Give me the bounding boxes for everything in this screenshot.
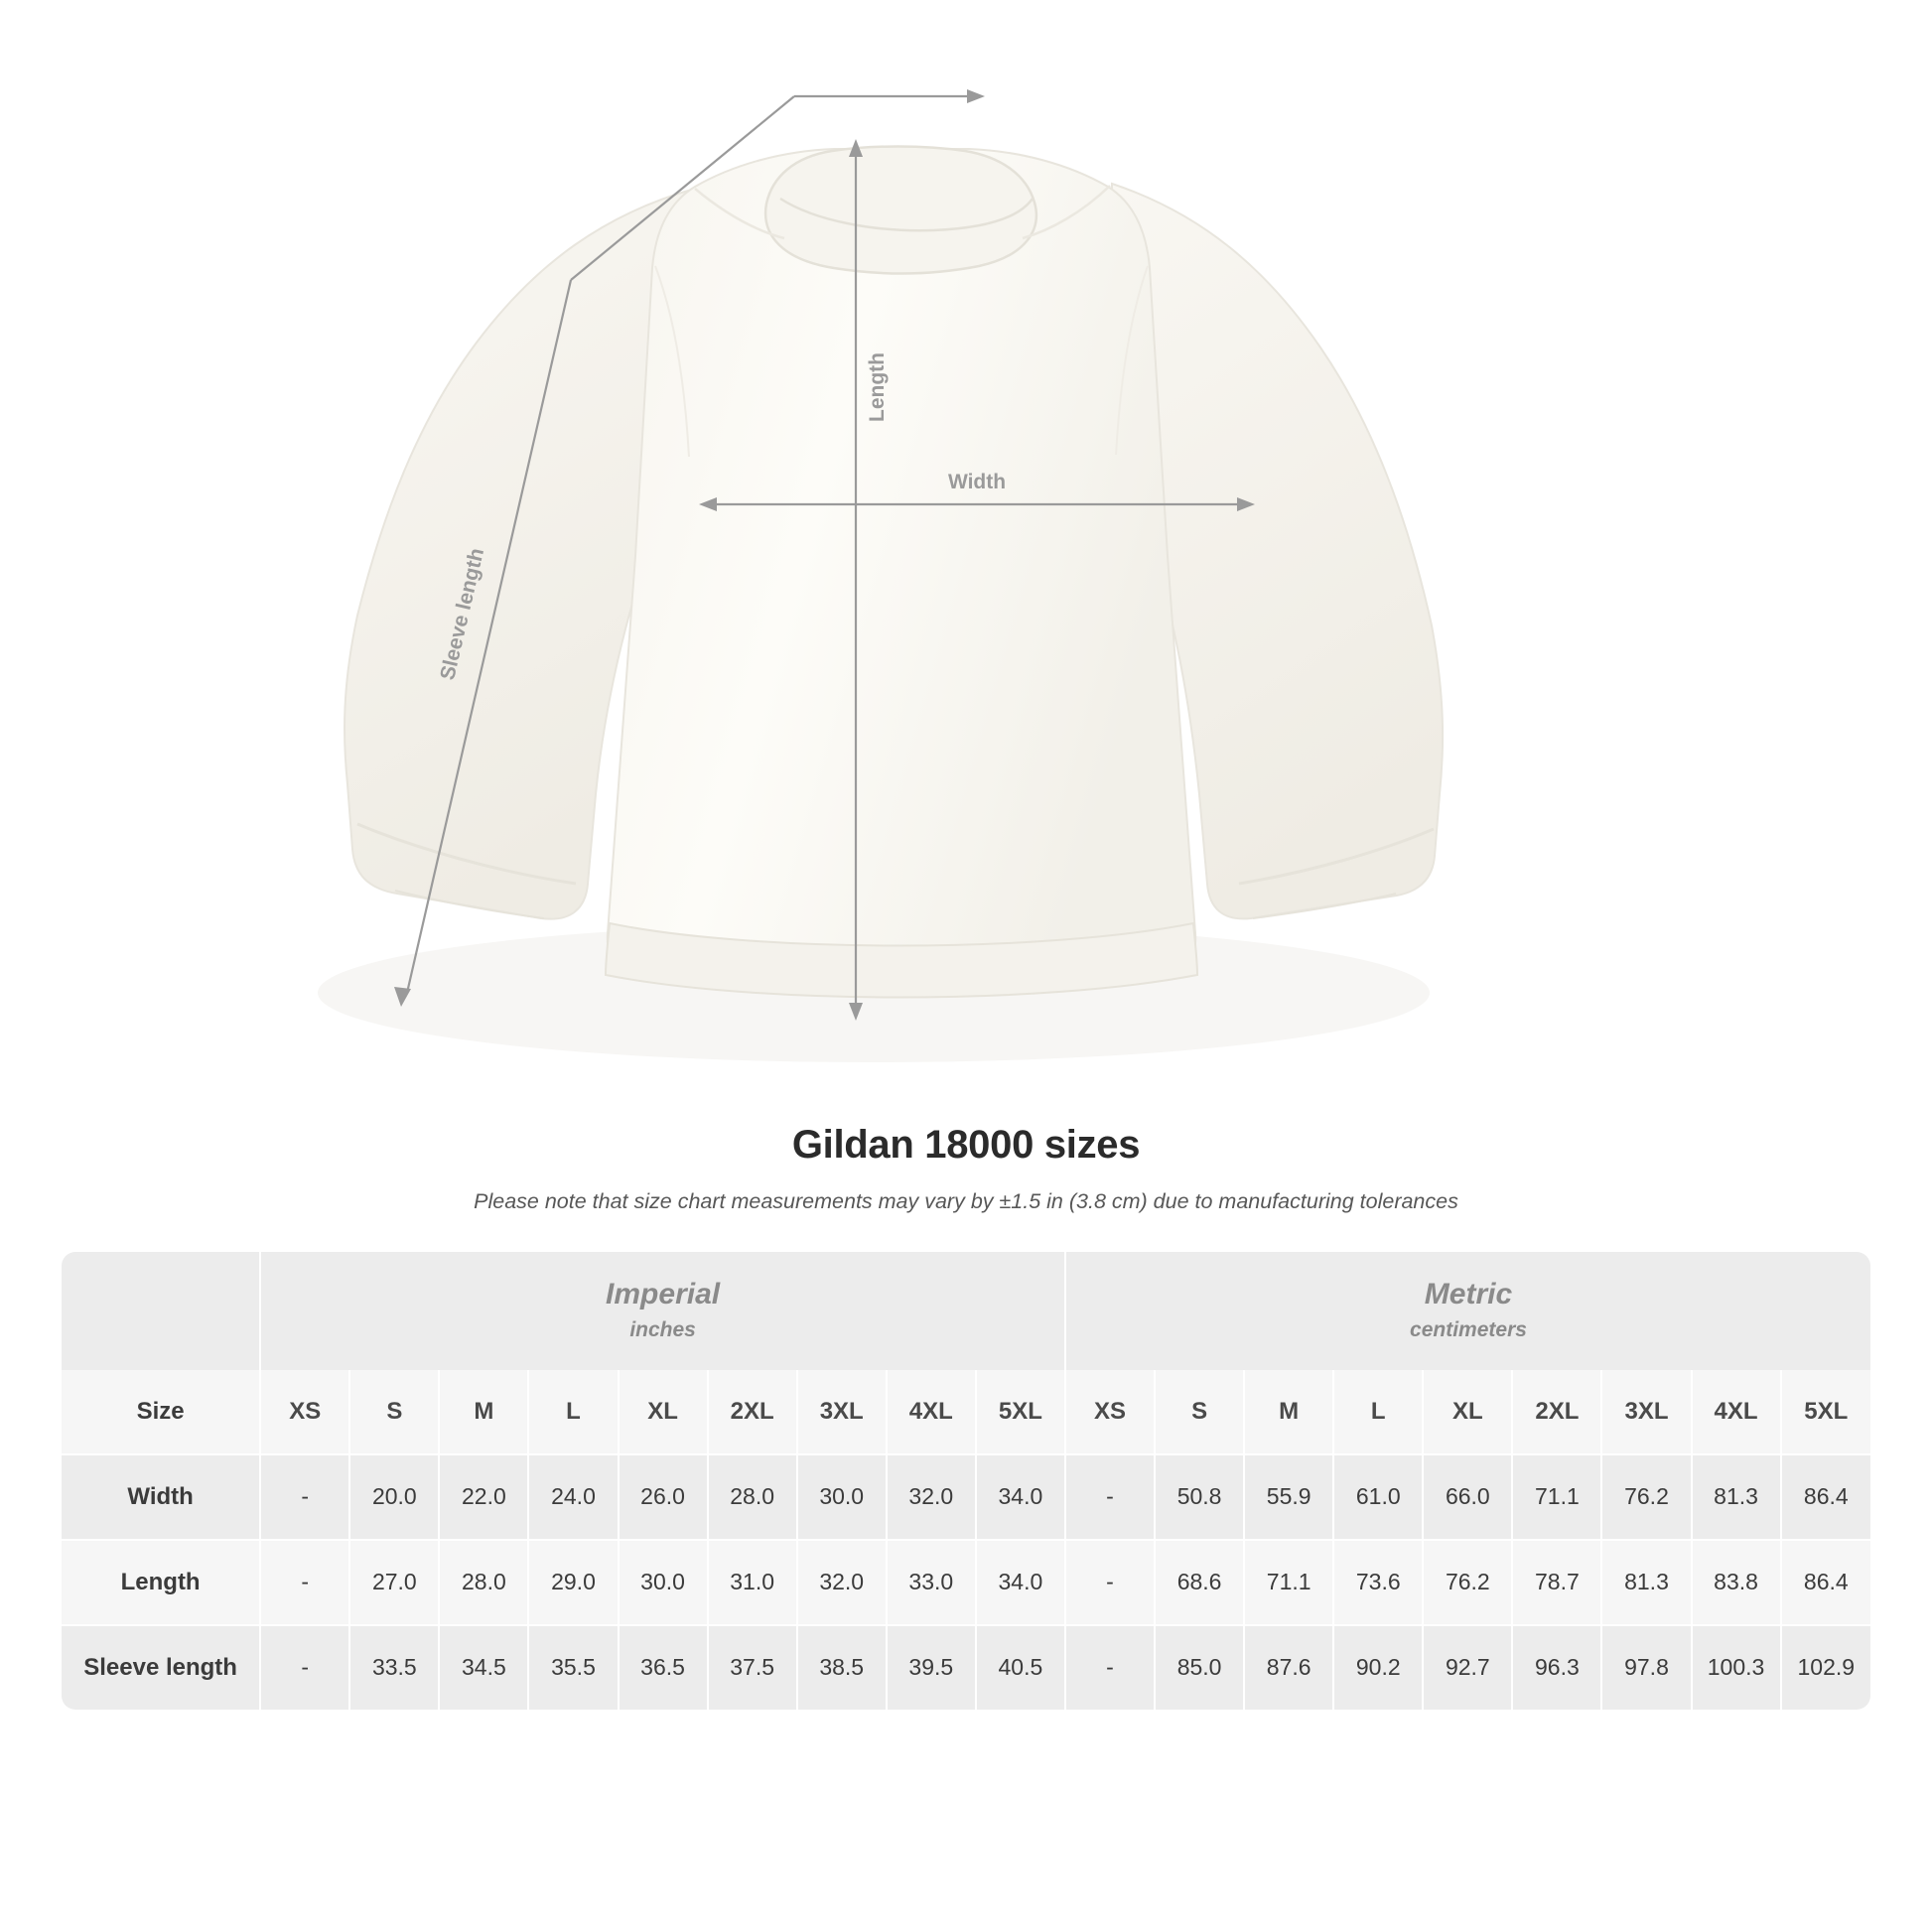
cell-sleeve-metric-xl: 92.7 <box>1423 1625 1512 1710</box>
cell-sleeve-imperial-xs: - <box>260 1625 349 1710</box>
cell-width-metric-xl: 66.0 <box>1423 1454 1512 1540</box>
cell-width-metric-5xl: 86.4 <box>1781 1454 1870 1540</box>
size-table <box>62 1252 1870 1710</box>
size-header-metric-5xl: 5XL <box>1781 1370 1870 1454</box>
table-row <box>62 1540 1870 1625</box>
cell-sleeve-metric-s: 85.0 <box>1155 1625 1244 1710</box>
size-header-imperial-3xl: 3XL <box>797 1370 887 1454</box>
cell-sleeve-metric-xs: - <box>1065 1625 1155 1710</box>
cell-sleeve-metric-5xl: 102.9 <box>1781 1625 1870 1710</box>
cell-sleeve-metric-l: 90.2 <box>1333 1625 1423 1710</box>
cell-sleeve-imperial-xl: 36.5 <box>619 1625 708 1710</box>
cell-length-metric-xl: 76.2 <box>1423 1540 1512 1625</box>
cell-width-imperial-xl: 26.0 <box>619 1454 708 1540</box>
unit-sub-imperial: inches <box>629 1317 696 1341</box>
cell-sleeve-metric-2xl: 96.3 <box>1512 1625 1601 1710</box>
cell-width-metric-m: 55.9 <box>1244 1454 1333 1540</box>
cell-width-imperial-3xl: 30.0 <box>797 1454 887 1540</box>
cell-width-imperial-s: 20.0 <box>349 1454 439 1540</box>
size-header-imperial-xs: XS <box>260 1370 349 1454</box>
cell-length-metric-l: 73.6 <box>1333 1540 1423 1625</box>
cell-length-imperial-s: 27.0 <box>349 1540 439 1625</box>
size-header-imperial-m: M <box>439 1370 528 1454</box>
size-header-metric-2xl: 2XL <box>1512 1370 1601 1454</box>
cell-sleeve-imperial-5xl: 40.5 <box>976 1625 1065 1710</box>
cell-length-imperial-4xl: 33.0 <box>887 1540 976 1625</box>
cell-sleeve-imperial-2xl: 37.5 <box>708 1625 797 1710</box>
cell-width-metric-s: 50.8 <box>1155 1454 1244 1540</box>
cell-width-imperial-m: 22.0 <box>439 1454 528 1540</box>
size-header-metric-s: S <box>1155 1370 1244 1454</box>
cell-length-imperial-m: 28.0 <box>439 1540 528 1625</box>
cell-sleeve-imperial-m: 34.5 <box>439 1625 528 1710</box>
cell-width-metric-xs: - <box>1065 1454 1155 1540</box>
size-header-imperial-xl: XL <box>619 1370 708 1454</box>
cell-width-metric-l: 61.0 <box>1333 1454 1423 1540</box>
label-length: Length <box>866 352 889 422</box>
size-header-imperial-4xl: 4XL <box>887 1370 976 1454</box>
label-width: Width <box>947 471 1007 493</box>
unit-header-metric <box>1065 1252 1870 1370</box>
cell-length-metric-4xl: 83.8 <box>1692 1540 1781 1625</box>
cell-width-metric-3xl: 76.2 <box>1601 1454 1691 1540</box>
unit-header-imperial <box>260 1252 1065 1370</box>
cell-width-imperial-l: 24.0 <box>528 1454 618 1540</box>
size-header-metric-3xl: 3XL <box>1601 1370 1691 1454</box>
size-header-row <box>62 1370 1870 1454</box>
table-row <box>62 1454 1870 1540</box>
title-block <box>0 1123 1932 1214</box>
size-header-metric-xl: XL <box>1423 1370 1512 1454</box>
cell-length-metric-2xl: 78.7 <box>1512 1540 1601 1625</box>
cell-length-imperial-5xl: 34.0 <box>976 1540 1065 1625</box>
size-header-metric-xs: XS <box>1065 1370 1155 1454</box>
column-header-size: Size <box>62 1370 260 1454</box>
row-label-width: Width <box>62 1454 260 1540</box>
size-header-metric-m: M <box>1244 1370 1333 1454</box>
label-sleeve-length: Sleeve length <box>436 545 489 683</box>
cell-sleeve-metric-m: 87.6 <box>1244 1625 1333 1710</box>
cell-length-imperial-2xl: 31.0 <box>708 1540 797 1625</box>
cell-length-metric-m: 71.1 <box>1244 1540 1333 1625</box>
cell-width-imperial-4xl: 32.0 <box>887 1454 976 1540</box>
cell-length-metric-5xl: 86.4 <box>1781 1540 1870 1625</box>
cell-sleeve-imperial-s: 33.5 <box>349 1625 439 1710</box>
cell-width-imperial-5xl: 34.0 <box>976 1454 1065 1540</box>
row-label-sleeve-length: Sleeve length <box>62 1625 260 1710</box>
unit-title-imperial: Imperial <box>606 1278 721 1311</box>
unit-header-corner <box>62 1252 260 1370</box>
page-title: Gildan 18000 sizes <box>791 1123 1141 1167</box>
cell-sleeve-imperial-4xl: 39.5 <box>887 1625 976 1710</box>
cell-length-metric-xs: - <box>1065 1540 1155 1625</box>
cell-length-imperial-l: 29.0 <box>528 1540 618 1625</box>
tolerance-note: Please note that size chart measurements may vary by ±1.5 in (3.8 cm) due to manufacturing tolerances <box>474 1189 1458 1213</box>
size-header-metric-4xl: 4XL <box>1692 1370 1781 1454</box>
row-label-length: Length <box>62 1540 260 1625</box>
unit-sub-metric: centimeters <box>1410 1317 1527 1341</box>
size-header-imperial-2xl: 2XL <box>708 1370 797 1454</box>
cell-width-metric-2xl: 71.1 <box>1512 1454 1601 1540</box>
cell-sleeve-metric-4xl: 100.3 <box>1692 1625 1781 1710</box>
cell-width-imperial-2xl: 28.0 <box>708 1454 797 1540</box>
cell-sleeve-imperial-l: 35.5 <box>528 1625 618 1710</box>
cell-length-imperial-3xl: 32.0 <box>797 1540 887 1625</box>
cell-width-metric-4xl: 81.3 <box>1692 1454 1781 1540</box>
table-row <box>62 1625 1870 1710</box>
cell-length-metric-3xl: 81.3 <box>1601 1540 1691 1625</box>
cell-sleeve-metric-3xl: 97.8 <box>1601 1625 1691 1710</box>
size-header-imperial-s: S <box>349 1370 439 1454</box>
size-table-wrapper <box>62 1252 1870 1710</box>
unit-header-row <box>62 1252 1870 1370</box>
cell-width-imperial-xs: - <box>260 1454 349 1540</box>
size-header-metric-l: L <box>1333 1370 1423 1454</box>
unit-title-metric: Metric <box>1424 1278 1513 1311</box>
size-header-imperial-5xl: 5XL <box>976 1370 1065 1454</box>
cell-length-imperial-xl: 30.0 <box>619 1540 708 1625</box>
cell-sleeve-imperial-3xl: 38.5 <box>797 1625 887 1710</box>
size-header-imperial-l: L <box>528 1370 618 1454</box>
cell-length-metric-s: 68.6 <box>1155 1540 1244 1625</box>
cell-length-imperial-xs: - <box>260 1540 349 1625</box>
